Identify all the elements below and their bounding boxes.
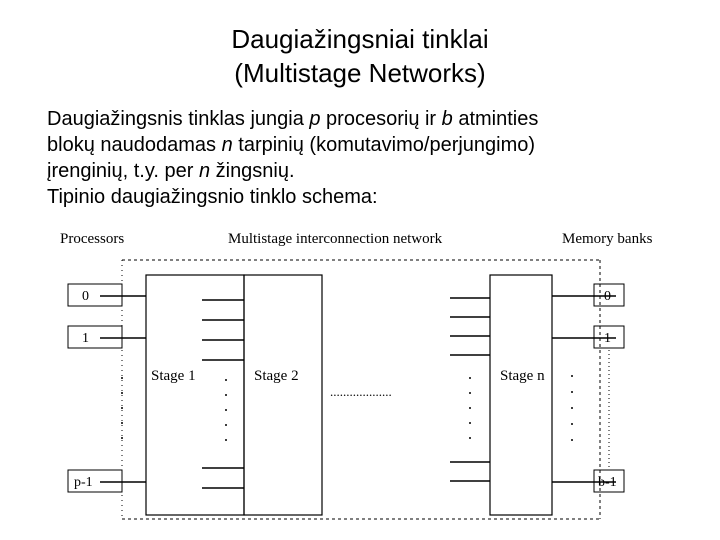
memory-boxes <box>594 284 624 492</box>
processor-label-1: 1 <box>82 331 89 346</box>
processor-label-0: 0 <box>82 289 89 304</box>
memory-label-0: 0 <box>604 289 611 304</box>
into-stage-n-dots <box>469 377 471 439</box>
stage-1-box <box>146 275 244 515</box>
middle-ellipsis: ................... <box>330 384 392 399</box>
stage1-to-stage2-dots <box>225 379 227 441</box>
body-line-2: blokų naudodamas n tarpinių (komutavimo/perjungimo) <box>47 134 536 156</box>
body-line-3: įrenginių, t.y. per n žingsnių. <box>47 160 295 182</box>
processor-label-p-1: p-1 <box>74 475 93 490</box>
title-line-2: (Multistage Networks) <box>234 58 486 88</box>
processor-box-1 <box>68 326 122 348</box>
stage-2-label: Stage 2 <box>254 368 299 384</box>
processor-dots <box>121 377 123 439</box>
header-memory: Memory banks <box>562 231 653 247</box>
processor-boxes <box>68 284 122 492</box>
into-stage-n-lines <box>450 298 490 481</box>
stage-n-label: Stage n <box>500 368 545 384</box>
stage1-to-stage2-lines <box>202 300 244 488</box>
header-processors: Processors <box>60 231 125 247</box>
header-network: Multistage interconnection network <box>228 231 443 247</box>
processor-box-0 <box>68 284 122 306</box>
memory-label-b-1: b-1 <box>598 475 617 490</box>
stage-n-to-memory-lines <box>552 296 616 482</box>
processor-to-stage1-lines <box>100 296 146 482</box>
stage-2-box <box>244 275 322 515</box>
title-line-1: Daugiažingsniai tinklai <box>231 24 489 54</box>
stage-1-label: Stage 1 <box>151 368 196 384</box>
body-line-4: Tipinio daugiažingsnio tinklo schema: <box>47 186 378 208</box>
stage-n-box <box>490 275 552 515</box>
memory-dots <box>571 375 573 441</box>
memory-label-1: 1 <box>604 331 611 346</box>
body-line-1: Daugiažingsnis tinklas jungia p procesorių ir b atminties <box>47 108 539 130</box>
